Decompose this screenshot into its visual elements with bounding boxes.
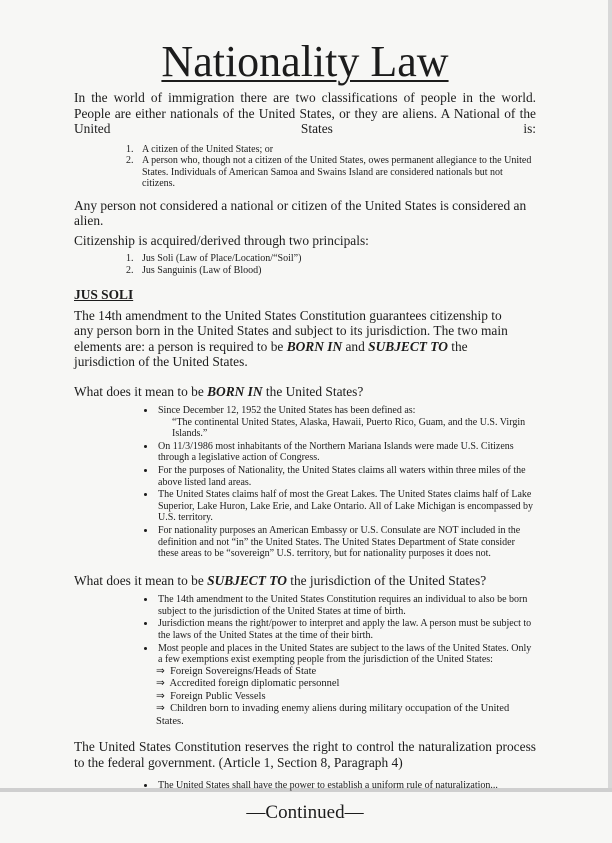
constitution-bullets bbox=[74, 780, 536, 792]
list-item: • Jurisdiction means the right/power to interpret and apply the law. A person must be subject to the laws of the United States at the time of their birth. bbox=[156, 618, 536, 641]
scan-edge bbox=[608, 0, 612, 792]
national-list bbox=[74, 144, 536, 190]
jus-soli-paragraph: The 14th amendment to the United States Constitution guarantees citizenship to any person born in the United States and subject to its jurisdiction. The two main elements are: a person is required to be BORN IN and SUBJECT TO the jurisdiction of the United States. bbox=[74, 307, 508, 370]
arrow-icon: ⇒ bbox=[156, 665, 171, 677]
list-item: 2. Jus Sanguinis (Law of Blood) bbox=[136, 265, 536, 277]
list-item: • On 11/3/1986 most inhabitants of the Northern Mariana Islands were made U.S. Citizens through a legislative action of Congress. bbox=[156, 441, 536, 464]
page-title: Nationality Law bbox=[161, 37, 449, 86]
principals-list bbox=[74, 253, 536, 276]
list-item: ⇒ Foreign Sovereigns/Heads of State bbox=[156, 665, 317, 677]
document-page bbox=[74, 38, 536, 843]
exemptions-list bbox=[156, 666, 536, 729]
citizenship-paragraph: Citizenship is acquired/derived through two principals: bbox=[74, 232, 369, 248]
list-item: • The 14th amendment to the United States Constitution requires an individual to also be born subject to the jurisdiction of the United States at time of birth. bbox=[156, 594, 536, 617]
alien-paragraph: Any person not considered a national or citizen of the United States is considered an alien. bbox=[74, 197, 527, 229]
list-item: • For nationality purposes an American Embassy or U.S. Consulate are NOT included in the definition and not “in” the United States. The United States Department of State consider these areas to be “sovereign” U.S. territory, but for nationality purposes it does not. bbox=[156, 525, 536, 560]
born-in-question: What does it mean to be BORN IN the United States? bbox=[74, 383, 364, 399]
constitution-paragraph: The United States Constitution reserves the right to control the naturalization process to the federal government. (Article 1, Section 8, Paragraph 4) bbox=[74, 739, 536, 770]
arrow-icon: ⇒ bbox=[156, 703, 171, 715]
arrow-icon: ⇒ bbox=[156, 678, 170, 690]
list-item: • Since December 12, 1952 the United States has been defined as: “The continental United States, Alaska, Hawaii, Puerto Rico, Guam, and the U.S. Virgin Islands.” bbox=[156, 405, 536, 440]
list-item: ⇒ Accredited foreign diplomatic personnel bbox=[156, 678, 340, 690]
arrow-icon: ⇒ bbox=[156, 690, 171, 702]
list-item: • The United States shall have the power to establish a uniform rule of naturalization... bbox=[156, 780, 536, 792]
list-item: 2. A person who, though not a citizen of the United States, owes permanent allegiance to the United States. Individuals of American Samoa and Swains Island are considered nationals but not citizens. bbox=[136, 155, 536, 190]
subject-to-bullets bbox=[74, 594, 536, 728]
list-item: ⇒ Foreign Public Vessels bbox=[156, 690, 266, 702]
list-item: 1. Jus Soli (Law of Place/Location/“Soil”) bbox=[136, 253, 536, 265]
list-item: 1. A citizen of the United States; or bbox=[136, 144, 536, 156]
continued-label: —Continued— bbox=[246, 801, 364, 823]
section-heading-jus-soli: JUS SOLI bbox=[74, 286, 134, 302]
list-item: • Most people and places in the United States are subject to the laws of the United States. Only a few exemptions exist exempting people from the jurisdiction of the United States: ⇒ Foreign Sovereigns/Heads of State ⇒ Accredited foreign diplomatic personnel ⇒ Foreign Public Vessels ⇒ Children born to invading enemy aliens during military occupation of the United States. bbox=[156, 643, 536, 729]
intro-paragraph: In the world of immigration there are two classifications of people in the world. People are either nationals of the United States, or they are aliens. A National of the United States is: bbox=[74, 90, 536, 136]
born-in-bullets bbox=[74, 405, 536, 560]
list-item: • The United States claims half of most the Great Lakes. The United States claims half of Lake Superior, Lake Huron, Lake Erie, and Lake Ontario. All of Lake Michigan is encompassed by U.S. territory. bbox=[156, 489, 536, 524]
subject-to-question: What does it mean to be SUBJECT TO the jurisdiction of the United States? bbox=[74, 572, 487, 588]
list-item: ⇒ Children born to invading enemy aliens during military occupation of the United States. bbox=[156, 703, 510, 727]
list-item: • For the purposes of Nationality, the United States claims all waters within three miles of the above listed land areas. bbox=[156, 465, 536, 488]
